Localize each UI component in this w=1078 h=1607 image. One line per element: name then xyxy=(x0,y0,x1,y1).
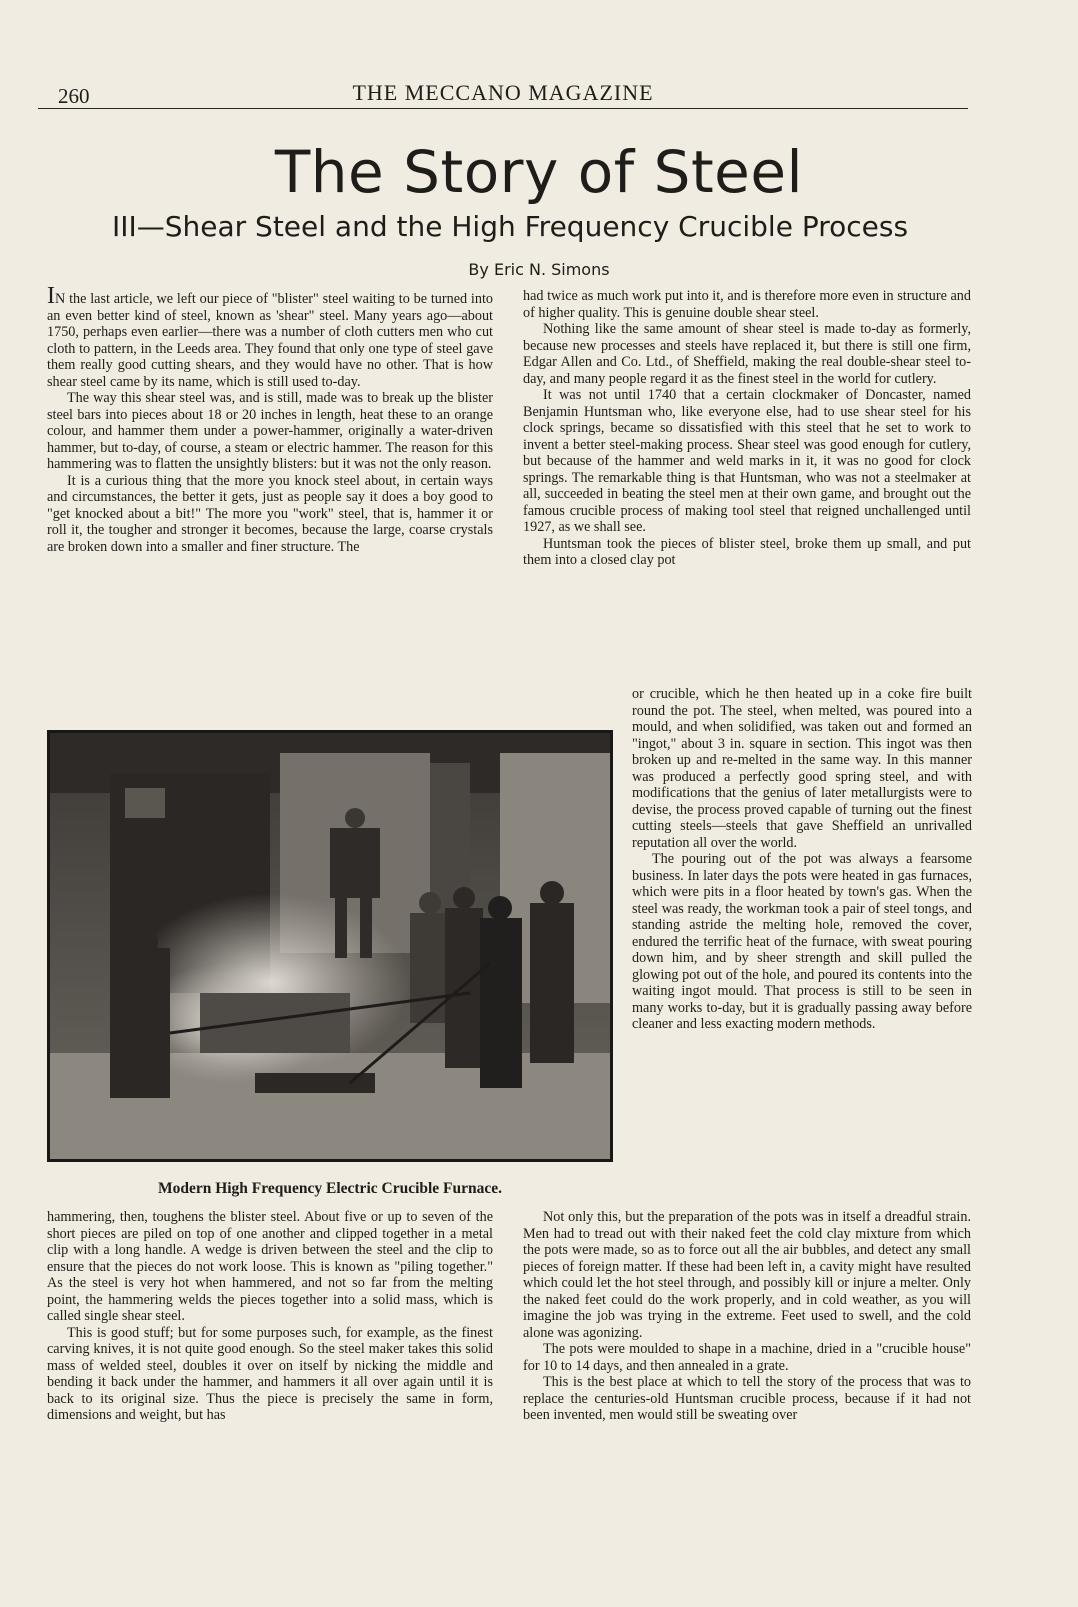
article-byline: By Eric N. Simons xyxy=(468,260,610,279)
paragraph: Not only this, but the preparation of the pots was in itself a dreadful strain. Men had to tread out with their naked feet the cold clay mixture from which the pots were made, so as to force out all the air bubbles, and detect any small pieces of foreign matter. If these had been left in, a cavity might have resulted which could let the hot steel through, and possibly kill or injure a melter. Only the naked feet could do the work properly, and in cold weather, as you will imagine the job was trying in the extreme. Feet used to swell, and the cold alone was agonizing. xyxy=(523,1209,971,1341)
text-column-4 xyxy=(523,1209,971,1424)
paragraph: Nothing like the same amount of shear steel is made to-day as formerly, because new processes and steels have replaced it, but there is still one firm, Edgar Allen and Co. Ltd., of Sheffield, making the real double-shear steel to-day, and many people regard it as the finest steel in the world for cutlery. xyxy=(523,321,971,387)
furnace-photograph xyxy=(47,730,613,1162)
article-title: The Story of Steel xyxy=(274,138,804,206)
paragraph: had twice as much work put into it, and is therefore more even in structure and of higher quality. This is genuine double shear steel. xyxy=(523,288,971,321)
paragraph: The way this shear steel was, and is still, made was to break up the blister steel bars into pieces about 18 or 20 inches in length, heat these to an orange colour, and hammer them under a power-hammer, originally a water-driven hammer, but to-day, of course, a steam or electric hammer. The reason for this hammering was to flatten the unsightly blisters: but it was not the only reason. xyxy=(47,390,493,472)
paragraph: It is a curious thing that the more you knock steel about, in certain ways and circumstances, the better it gets, just as people say it does a boy good to "get knocked about a bit!" The more you "work" steel, that is, hammer it or roll it, the tougher and stronger it becomes, because the large, coarse crystals are broken down into a smaller and finer structure. The xyxy=(47,472,493,555)
paragraph: or crucible, which he then heated up in a coke fire built round the pot. The steel, when melted, was poured into a mould, and when solidified, was taken out and formed an "ingot," about 3 in. square in section. This ingot was then broken up and re-melted in the same way. In this manner was produced a perfectly good spring steel, and with modifications that the genius of later metallurgists were to devise, the process proved capable of turning out the finest cutting steels—steels that gave Sheffield an unrivalled reputation all over the world. xyxy=(632,686,972,851)
page-number: 260 xyxy=(58,84,90,108)
paragraph: The pouring out of the pot was always a fearsome business. In later days the pots were heated in gas furnaces, which were pits in a floor heated by town's gas. When the steel was ready, the workman took a pair of steel tongs, and standing astride the melting hole, removed the cover, endured the terrific heat of the furnace, with sweat pouring down him, and by sheer strength and skill pulled the glowing pot out of the hole, and poured its contents into the waiting ingot mould. That process is still to be seen in many works to-day, but it is gradually passing away before cleaner and less exacting modern methods. xyxy=(632,851,972,1032)
text-column-1 xyxy=(47,283,493,555)
furnace-photo-image xyxy=(50,733,610,1159)
header-rule xyxy=(38,108,968,109)
paragraph: Huntsman took the pieces of blister steel, broke them up small, and put them into a closed clay pot xyxy=(523,535,971,568)
paragraph: hammering, then, toughens the blister steel. About five or up to seven of the short pieces are piled on top of one another and clipped together in a metal clip with a long handle. A wedge is driven between the steel and the clip to ensure that the pieces do not work loose. This is known as "piling together." As the steel is very hot when hammered, and not so far from the melting point, the hammering welds the pieces together into a solid mass, which is called single shear steel. xyxy=(47,1209,493,1324)
drop-cap: I xyxy=(47,283,55,309)
photo-caption: Modern High Frequency Electric Crucible Furnace. xyxy=(157,1180,503,1197)
paragraph: It was not until 1740 that a certain clockmaker of Doncaster, named Benjamin Huntsman who, like everyone else, had to use shear steel for his clock springs, became so dissatisfied with this steel that he set to work to invent a better steel-making process. Shear steel was good enough for cutlery, but because of the hammer and weld marks in it, it was no good for clock springs. The remarkable thing is that Huntsman, who was not a steelmaker at all, succeeded in beating the steel men at their own game, and brought out the famous crucible process of making tool steel that reigned unchallenged until 1927, as we shall see. xyxy=(523,387,971,535)
article-subtitle: III—Shear Steel and the High Frequency Crucible Process xyxy=(111,210,909,243)
paragraph: This is the best place at which to tell the story of the process that was to replace the centuries-old Huntsman crucible process, because if it had not been invented, men would still be sweating over xyxy=(523,1374,971,1423)
paragraph: IN the last article, we left our piece of "blister" steel waiting to be turned into an even better kind of steel, known as 'shear" steel. Many years ago—about 1750, perhaps even earlier—there was a number of cloth cutters men who cut cloth to pattern, in the Leeds area. They found that only one type of steel gave them really good cutting shears, and they would have no other. That is how shear steel came by its name, which is still used to-day. xyxy=(47,283,493,390)
paragraph: This is good stuff; but for some purposes such, for example, as the finest carving knives, it is not quite good enough. So the steel maker takes this solid mass of welded steel, doubles it over on itself by nicking the middle and bending it back under the hammer, and hammers it all over again until it is back to its original size. Thus the piece is precisely the same in form, dimensions and weight, but has xyxy=(47,1324,493,1423)
text-column-wrap xyxy=(632,686,972,1033)
text-column-2 xyxy=(523,288,971,569)
running-header xyxy=(38,78,968,110)
paragraph: The pots were moulded to shape in a machine, dried in a "crucible house" for 10 to 14 days, and then annealed in a grate. xyxy=(523,1341,971,1374)
text-column-3 xyxy=(47,1209,493,1424)
magazine-name: THE MECCANO MAGAZINE xyxy=(352,80,654,105)
